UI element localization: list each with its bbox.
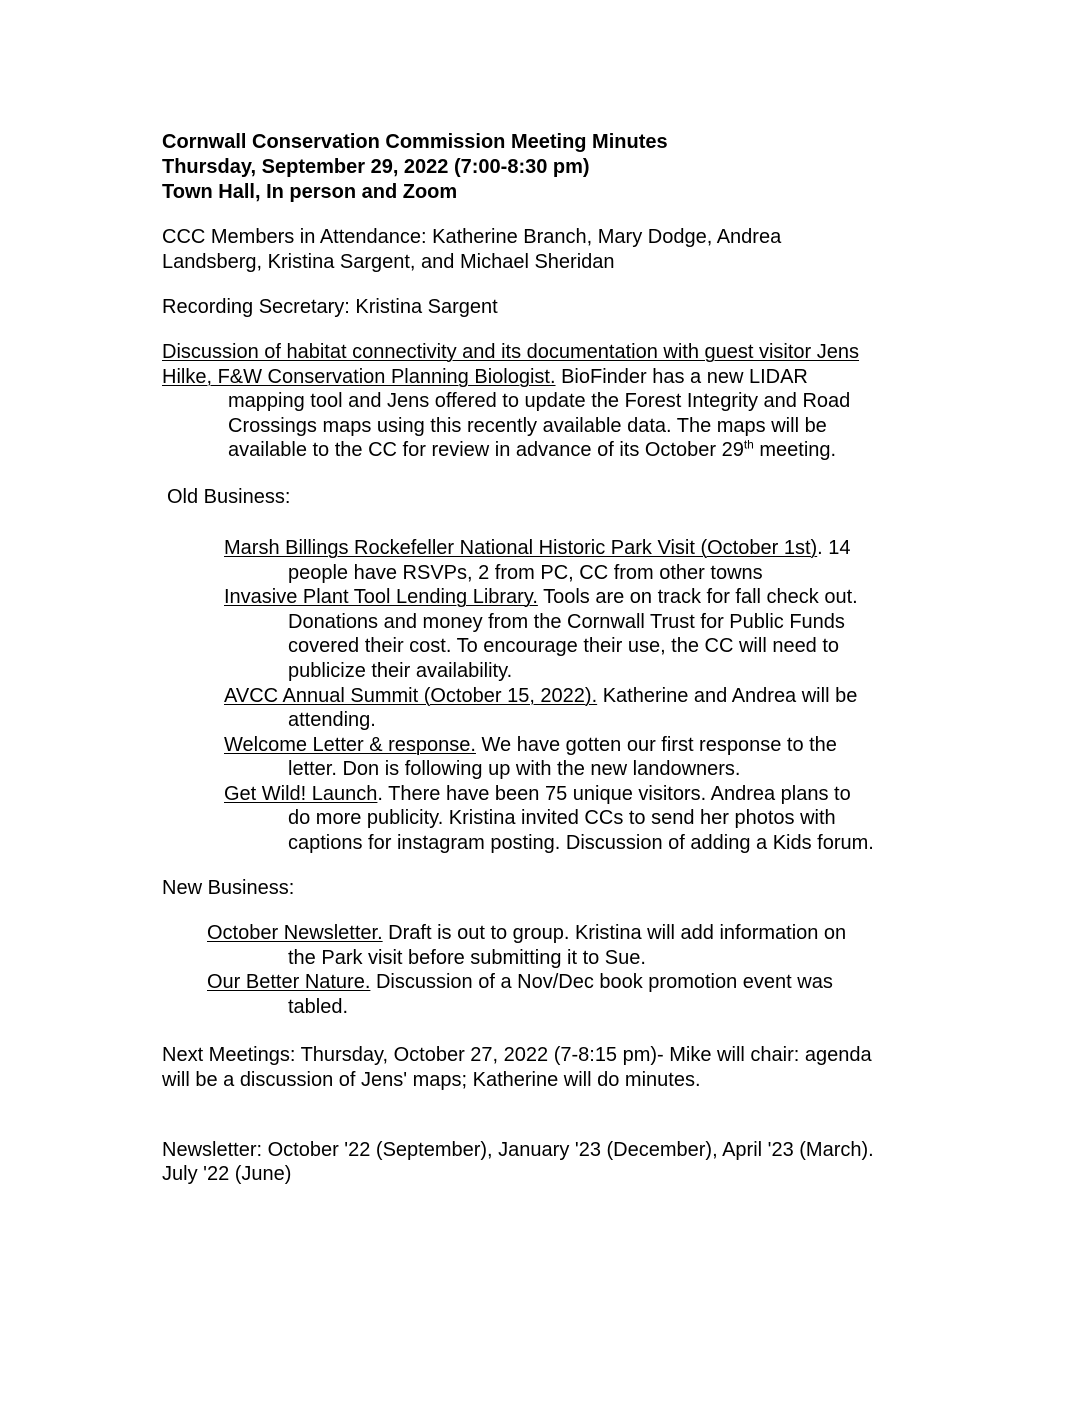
new-business-heading: New Business: <box>162 877 295 899</box>
item-text: Discussion of a Nov/Dec book promotion event was <box>370 971 833 993</box>
item-title: Our Better Nature. <box>207 971 371 993</box>
list-item-line: the Park visit before submitting it to Sue. <box>288 947 646 969</box>
attendance-line: Landsberg, Kristina Sargent, and Michael Sheridan <box>162 251 615 273</box>
discussion-heading: Hilke, F&W Conservation Planning Biologist. <box>162 366 556 388</box>
list-item-line: do more publicity. Kristina invited CCs to send her photos with <box>288 807 836 829</box>
list-item-line: letter. Don is following up with the new landowners. <box>288 758 741 780</box>
list-item-first-line <box>224 585 858 610</box>
list-item-line: publicize their availability. <box>288 660 513 682</box>
item-title: AVCC Annual Summit (October 15, 2022). <box>224 685 598 707</box>
old-business-heading: Old Business: <box>167 486 291 508</box>
list-item-line: tabled. <box>288 996 349 1018</box>
next-meetings-line: will be a discussion of Jens' maps; Katherine will do minutes. <box>162 1069 701 1091</box>
item-text: . 14 <box>817 537 851 559</box>
list-item-line: covered their cost. To encourage their use, the CC will need to <box>288 635 840 657</box>
item-text: We have gotten our first response to the <box>475 734 837 756</box>
item-title: Marsh Billings Rockefeller National Historic Park Visit (October 1st) <box>224 537 818 559</box>
list-item-line: captions for instagram posting. Discussion of adding a Kids forum. <box>288 832 874 854</box>
discussion-heading: Discussion of habitat connectivity and its documentation with guest visitor Jens <box>162 341 860 363</box>
item-text: Draft is out to group. Kristina will add information on <box>382 922 847 944</box>
recording-secretary: Recording Secretary: Kristina Sargent <box>162 296 498 318</box>
newsletter-schedule-line: July '22 (June) <box>162 1163 292 1185</box>
list-item-first-line <box>224 536 851 561</box>
meeting-location: Town Hall, In person and Zoom <box>162 181 458 203</box>
list-item-line: attending. <box>288 709 376 731</box>
newsletter-schedule-line: Newsletter: October '22 (September), January '23 (December), April '23 (March). <box>162 1139 874 1161</box>
ordinal-suffix: th <box>743 437 754 452</box>
list-item-first-line <box>224 684 857 709</box>
list-item-first-line <box>224 782 851 807</box>
item-title: Get Wild! Launch <box>224 783 378 805</box>
list-item-line: people have RSVPs, 2 from PC, CC from other towns <box>288 562 763 584</box>
next-meetings-line: Next Meetings: Thursday, October 27, 2022 (7-8:15 pm)- Mike will chair: agenda <box>162 1044 872 1066</box>
item-title: October Newsletter. <box>207 922 383 944</box>
discussion-line <box>228 438 836 463</box>
document-title: Cornwall Conservation Commission Meeting Minutes <box>162 131 668 153</box>
list-item-first-line <box>207 970 833 995</box>
list-item-first-line <box>224 733 837 758</box>
item-text: . There have been 75 unique visitors. Andrea plans to <box>377 783 851 805</box>
discussion-text: available to the CC for review in advance of its October 29 <box>228 439 744 461</box>
discussion-line: Crossings maps using this recently available data. The maps will be <box>228 415 827 437</box>
meeting-date: Thursday, September 29, 2022 (7:00-8:30 pm) <box>162 156 590 178</box>
list-item-first-line <box>207 921 846 946</box>
item-title: Invasive Plant Tool Lending Library. <box>224 586 538 608</box>
discussion-text: BioFinder has a new LIDAR <box>555 366 808 388</box>
discussion-text: meeting. <box>753 439 837 461</box>
item-text: Tools are on track for fall check out. <box>537 586 858 608</box>
item-title: Welcome Letter & response. <box>224 734 476 756</box>
item-text: Katherine and Andrea will be <box>597 685 858 707</box>
attendance-line: CCC Members in Attendance: Katherine Branch, Mary Dodge, Andrea <box>162 226 782 248</box>
discussion-line <box>162 365 808 390</box>
list-item-line: Donations and money from the Cornwall Trust for Public Funds <box>288 611 845 633</box>
discussion-line: mapping tool and Jens offered to update the Forest Integrity and Road <box>228 390 851 412</box>
